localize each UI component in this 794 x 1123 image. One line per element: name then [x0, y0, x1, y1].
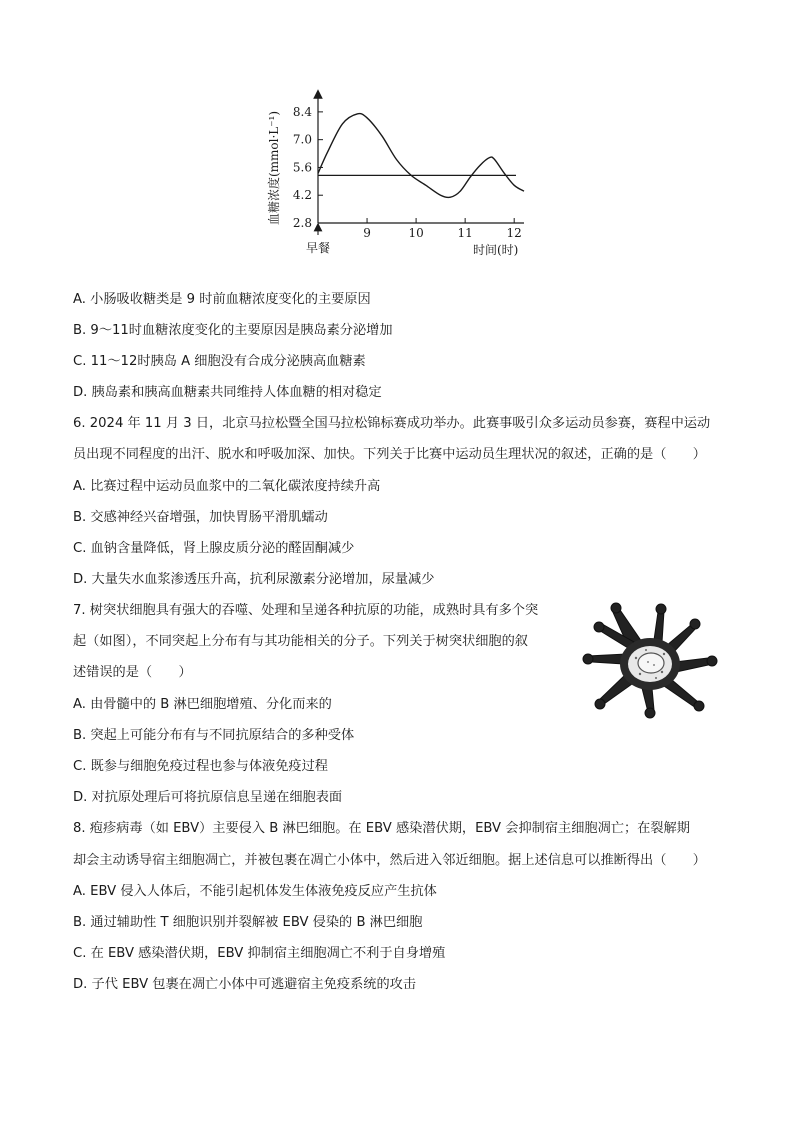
q6-option-c: C. 血钠含量降低，肾上腺皮质分泌的醛固酮减少 — [73, 541, 355, 556]
q6-option-d: D. 大量失水血浆渗透压升高，抗利尿激素分泌增加，尿量减少 — [73, 572, 435, 587]
q7-option-c: C. 既参与细胞免疫过程也参与体液免疫过程 — [73, 759, 328, 774]
y-axis-label: 血糖浓度(mmol·L⁻¹) — [267, 110, 281, 226]
q5-option-a: A. 小肠吸收糖类是 9 时前血糖浓度变化的主要原因 — [73, 292, 371, 307]
q7-option-d: D. 对抗原处理后可将抗原信息呈递在细胞表面 — [73, 790, 343, 805]
q8-stem-line2: 却会主动诱导宿主细胞凋亡，并被包裹在凋亡小体中，然后进入邻近细胞。据上述信息可以推断得出（ ） — [73, 853, 706, 868]
q8-option-b: B. 通过辅助性 T 细胞识别并裂解被 EBV 侵染的 B 淋巴细胞 — [73, 915, 423, 930]
x-tick-label-3: 12 — [506, 226, 522, 240]
blood-glucose-chart-svg — [262, 88, 542, 268]
q8-option-d: D. 子代 EBV 包裹在凋亡小体中可逃避宿主免疫系统的攻击 — [73, 977, 417, 992]
q6-stem-line1: 6. 2024 年 11 月 3 日，北京马拉松暨全国马拉松锦标赛成功举办。此赛事吸引众多运动员参赛，赛程中运动 — [73, 416, 711, 431]
q8-option-c: C. 在 EBV 感染潜伏期，EBV 抑制宿主细胞凋亡不利于自身增殖 — [73, 946, 446, 961]
q8-stem-line1: 8. 疱疹病毒（如 EBV）主要侵入 B 淋巴细胞。在 EBV 感染潜伏期，EBV 会抑制宿主细胞凋亡；在裂解期 — [73, 821, 690, 836]
glucose-curve — [318, 114, 524, 198]
y-tick-label-0: 2.8 — [292, 216, 312, 230]
x-ticks — [363, 218, 522, 240]
dendritic-cell-figure — [580, 602, 722, 720]
x-axis-label: 时间(时) — [473, 243, 519, 257]
q7-stem-line1: 7. 树突状细胞具有强大的吞噬、处理和呈递各种抗原的功能，成熟时具有多个突 — [73, 603, 539, 618]
q6-option-b: B. 交感神经兴奋增强，加快胃肠平滑肌蠕动 — [73, 510, 328, 525]
breakfast-label: 早餐 — [306, 241, 331, 255]
q5-option-b: B. 9～11时血糖浓度变化的主要原因是胰岛素分泌增加 — [73, 323, 393, 338]
q7-stem-line2: 起（如图），不同突起上分布有与其功能相关的分子。下列关于树突状细胞的叙 — [73, 634, 528, 649]
q7-stem-line3: 述错误的是（ ） — [73, 665, 192, 680]
y-tick-label-2: 5.6 — [292, 160, 312, 175]
blood-glucose-chart — [262, 88, 542, 268]
y-tick-label-3: 7.0 — [292, 132, 312, 147]
q7-option-a: A. 由骨髓中的 B 淋巴细胞增殖、分化而来的 — [73, 697, 332, 712]
q7-option-b: B. 突起上可能分布有与不同抗原结合的多种受体 — [73, 728, 355, 743]
x-tick-label-0: 9 — [363, 226, 371, 240]
q5-option-c: C. 11～12时胰岛 A 细胞没有合成分泌胰高血糖素 — [73, 354, 366, 369]
q6-stem-line2: 员出现不同程度的出汗、脱水和呼吸加深、加快。下列关于比赛中运动员生理状况的叙述，正确的是（ ） — [73, 447, 706, 462]
x-tick-label-1: 10 — [408, 226, 424, 240]
q8-option-a: A. EBV 侵入人体后，不能引起机体发生体液免疫反应产生抗体 — [73, 884, 437, 899]
q5-option-d: D. 胰岛素和胰高血糖素共同维持人体血糖的相对稳定 — [73, 385, 382, 400]
y-tick-label-4: 8.4 — [292, 104, 312, 119]
x-tick-label-2: 11 — [457, 226, 473, 240]
cell-nucleus — [638, 653, 664, 673]
y-tick-label-1: 4.2 — [292, 188, 312, 203]
dendritic-cell-drawing — [580, 602, 722, 720]
q6-option-a: A. 比赛过程中运动员血浆中的二氧化碳浓度持续升高 — [73, 479, 381, 494]
